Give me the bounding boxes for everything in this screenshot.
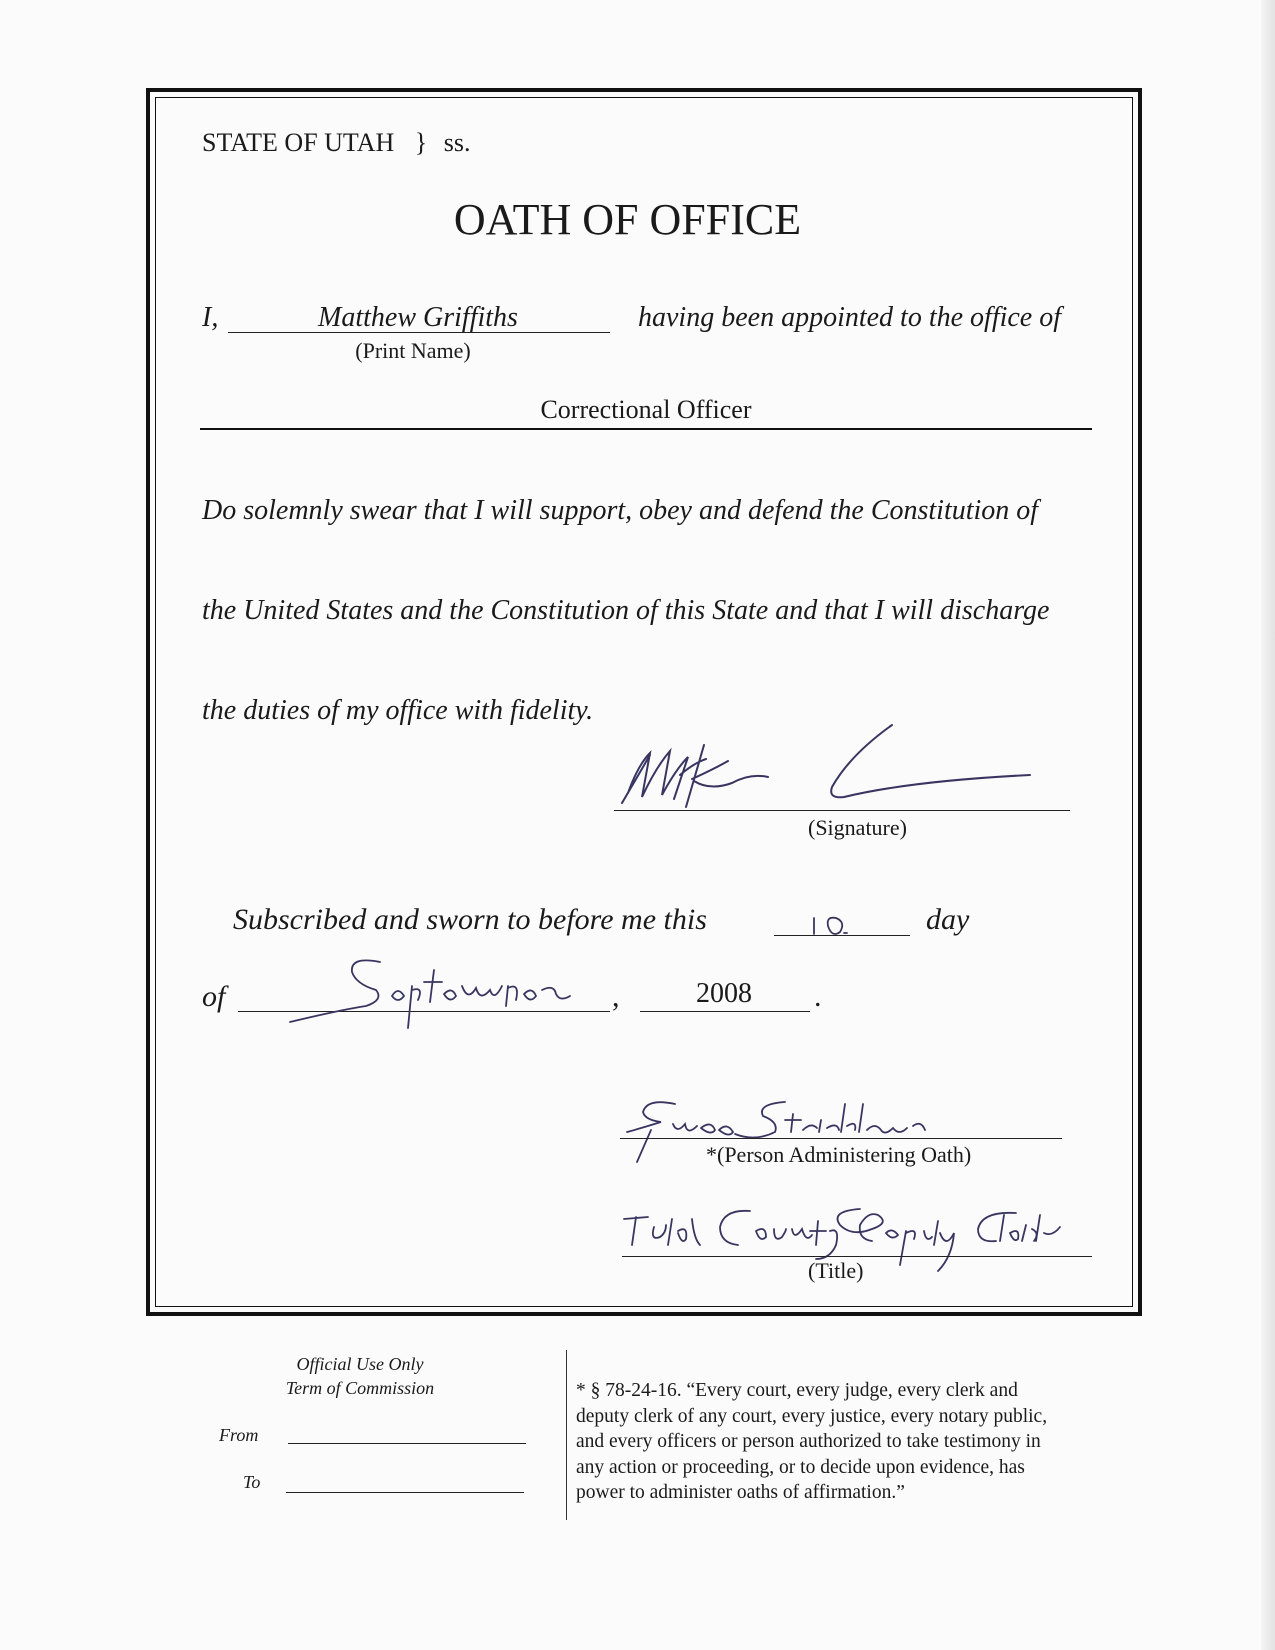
print-name-caption: (Print Name) (355, 338, 471, 363)
oath-line-2: the United States and the Constitution of this State and that I will discharge (202, 595, 1050, 626)
footnote-line: * § 78-24-16. “Every court, every judge, every clerk and (576, 1380, 1018, 1401)
office-line (200, 428, 1092, 430)
from-label: From (219, 1425, 259, 1445)
state-label: STATE OF UTAH (202, 128, 395, 157)
ss-label: ss. (443, 128, 471, 157)
footnote-line: power to administer oaths of affirmation.” (576, 1482, 905, 1503)
page-title: OATH OF OFFICE (453, 195, 802, 244)
official-use-heading: Official Use Only (296, 1354, 424, 1374)
sworn-text: Subscribed and sworn to before me this (233, 903, 707, 936)
to-line (286, 1492, 524, 1493)
year-value: 2008 (696, 978, 752, 1009)
signature-line (614, 810, 1070, 811)
name-line (228, 332, 610, 333)
administrator-line (620, 1138, 1062, 1139)
appointee-signature (610, 715, 1050, 825)
of-word: of (202, 980, 226, 1013)
brace-mark: } (414, 128, 428, 157)
to-label: To (243, 1472, 261, 1492)
footer-divider (566, 1350, 567, 1520)
appointed-text: having been appointed to the office of (638, 302, 1062, 333)
oath-line-3: the duties of my office with fidelity. (202, 695, 594, 726)
office-title: Correctional Officer (540, 395, 752, 424)
from-line (288, 1443, 526, 1444)
appointee-name: Matthew Griffiths (318, 302, 518, 333)
date-comma: , (612, 980, 620, 1013)
footnote-line: any action or proceeding, or to decide upon evidence, has (576, 1456, 1025, 1478)
date-period: . (814, 980, 822, 1013)
title-caption: (Title) (808, 1258, 864, 1283)
venue-header (202, 128, 471, 158)
handwritten-month (280, 950, 610, 1030)
oath-line-1: Do solemnly swear that I will support, obey and defend the Constitution of (202, 495, 1039, 526)
signature-caption: (Signature) (808, 815, 907, 840)
footnote-line: deputy clerk of any court, every justice, every notary public, (576, 1405, 1048, 1427)
year-line (640, 1011, 810, 1012)
day-word: day (926, 903, 970, 936)
title-line (622, 1256, 1092, 1257)
footnote-line: and every officers or person authorized to take testimony in (576, 1431, 1041, 1452)
administrator-caption: *(Person Administering Oath) (706, 1142, 972, 1167)
intro-prefix: I, (202, 302, 219, 333)
scan-edge-shadow (1261, 0, 1275, 1650)
term-heading: Term of Commission (285, 1378, 435, 1398)
statute-footnote (576, 1378, 1047, 1506)
handwritten-day (800, 912, 880, 938)
